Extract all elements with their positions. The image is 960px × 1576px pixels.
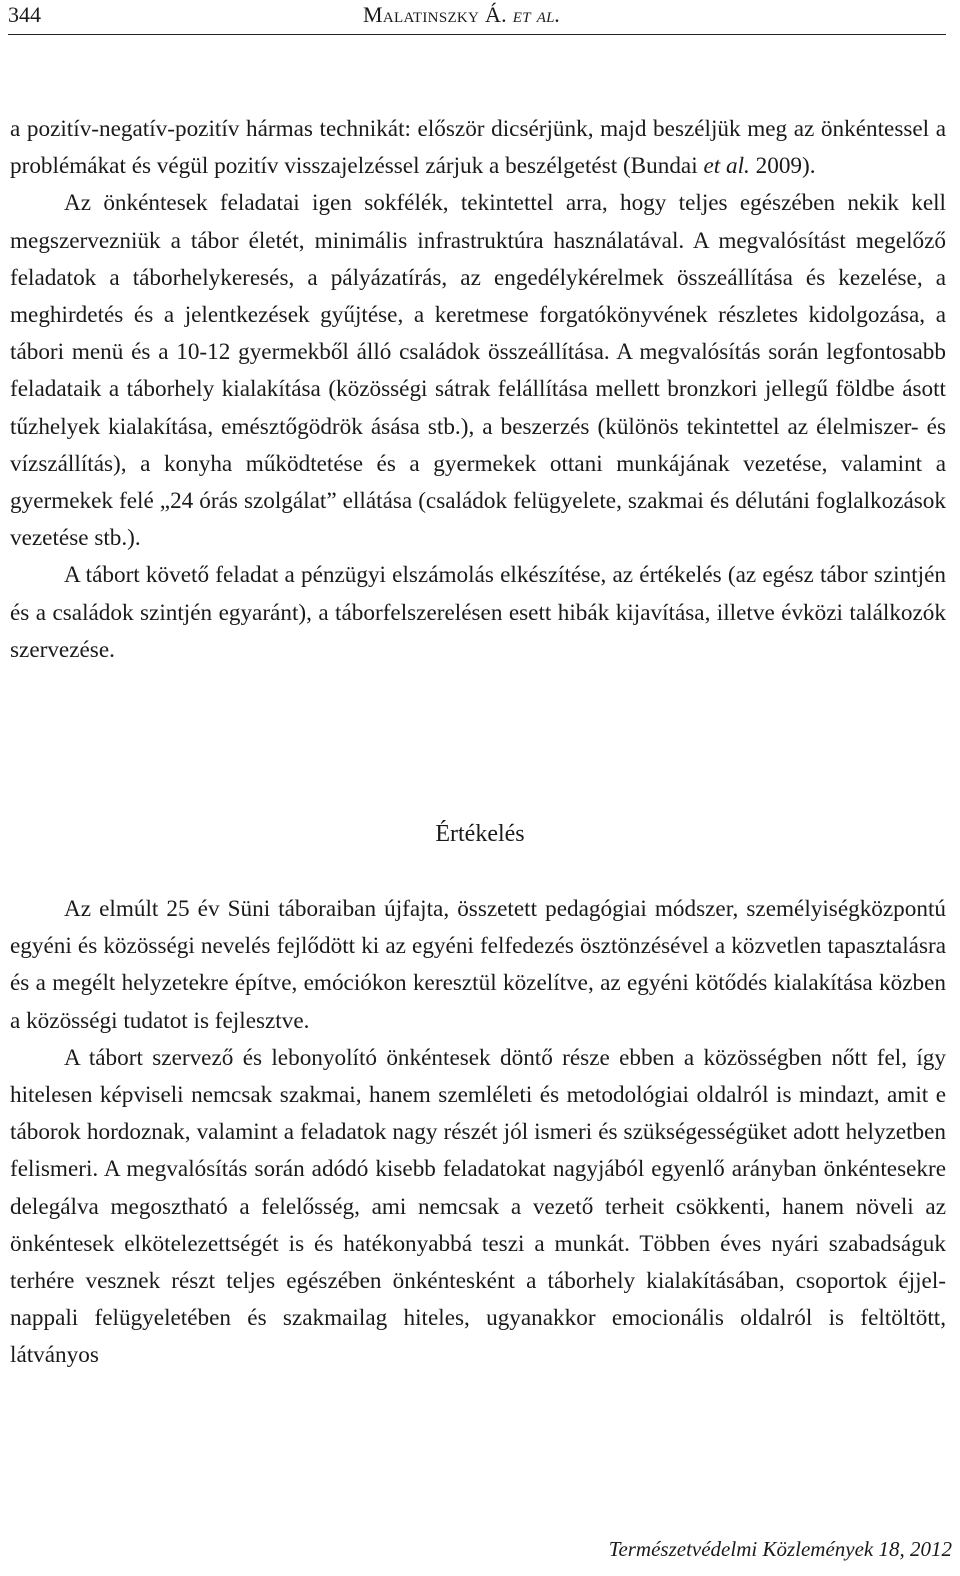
body-text-block-1 bbox=[10, 111, 946, 669]
page-number: 344 bbox=[8, 2, 41, 27]
paragraph-post-camp-tasks: A tábort követő feladat a pénzügyi elszámolás elkészítése, az értékelés (az egész tábor szintjén és a családok szintjén egyaránt), a táborfelszerelésen esett hibák kijavítása, illetve évközi találkozók szervezése. bbox=[10, 562, 946, 663]
paragraph-text: a pozitív-negatív-pozitív hármas technikát: először dicsérjünk, majd beszéljük meg az önkéntessel a problémákat és végül pozitív visszajelzéssel zárjuk a beszélgetést (Bundai bbox=[10, 116, 946, 180]
paragraph-volunteer-tasks: Az önkéntesek feladatai igen sokfélék, tekintettel arra, hogy teljes egészében nekik kell megszervezniük a tábor életét, minimális infrastruktúra használatával. A megvalósítást megelőző feladatok a táborhelykeresés, a pályázatírás, az engedélykérelmek összeállítása és kezelése, a meghirdetés és a jelentkezések gyűjtése, a keretmese forgatókönyvének részletes kidolgozása, a tábori menü és a 10-12 gyermekből álló családok összeállítása. A megvalósítás során legfontosabb feladataik a táborhely kialakítása (közösségi sátrak felállítása mellett bronzkori jellegű földbe ásott tűzhelyek kialakítása, emésztőgödrök ásása stb.), a beszerzés (különös tekintettel az élelmiszer- és vízszállítás), a konyha működtetése és a gyermekek ottani munkájának vezetése, valamint a gyermekek felé „24 órás szolgálat” ellátása (családok felügyelete, szakmai és délutáni foglalkozások vezetése stb.). bbox=[10, 190, 946, 552]
journal-footer: Természetvédelmi Közlemények 18, 2012 bbox=[608, 1537, 952, 1561]
paragraph-evaluation-intro: Az elmúlt 25 év Süni táboraiban újfajta, összetett pedagógiai módszer, személyiségközpontú egyéni és közösségi nevelés fejlődött ki az egyéni felfedezés ösztönzésével a közvetlen tapasztalásra és a megélt helyzetekre építve, emóciókon keresztül közelítve, az egyéni kötődés kialakítása közben a közösségi tudatot is fejlesztve. bbox=[10, 896, 946, 1034]
paragraph-continued bbox=[10, 111, 946, 185]
running-title-etal: et al. bbox=[512, 2, 561, 27]
running-header bbox=[8, 0, 946, 35]
running-title-authors: Malatinszky Á. bbox=[363, 2, 507, 27]
citation-etal: et al. bbox=[703, 153, 750, 180]
paragraph-volunteers-community: A tábort szervező és lebonyolító önkéntesek döntő része ebben a közösségben nőtt fel, így hitelesen képviseli nemcsak szakmai, hanem szemléleti és metodológiai oldalról is mindazt, amit e táborok hordoznak, valamint a feladatok nagy részét jól ismeri és szükségességüket adott helyzetben felismeri. A megvalósítás során adódó kisebb feladatokat nagyjából egyenlő arányban önkéntesekre delegálva megosztható a felelősség, ami nemcsak a vezető terheit csökkenti, hanem növeli az önkéntesek elkötelezettségét is és hatékonyabbá teszi a munkát. Többen éves nyári szabadságuk terhére vesznek részt teljes egészében önkéntesként a táborhely kialakításában, csoportok éjjel-nappali felügyeletében és szakmailag hiteles, ugyanakkor emocionális oldalról is feltöltött, látványos bbox=[10, 1044, 946, 1369]
paragraph-text: 2009). bbox=[749, 153, 816, 180]
section-heading: Értékelés bbox=[435, 821, 525, 847]
body-text-block-2 bbox=[10, 891, 946, 1375]
running-title bbox=[363, 2, 561, 28]
